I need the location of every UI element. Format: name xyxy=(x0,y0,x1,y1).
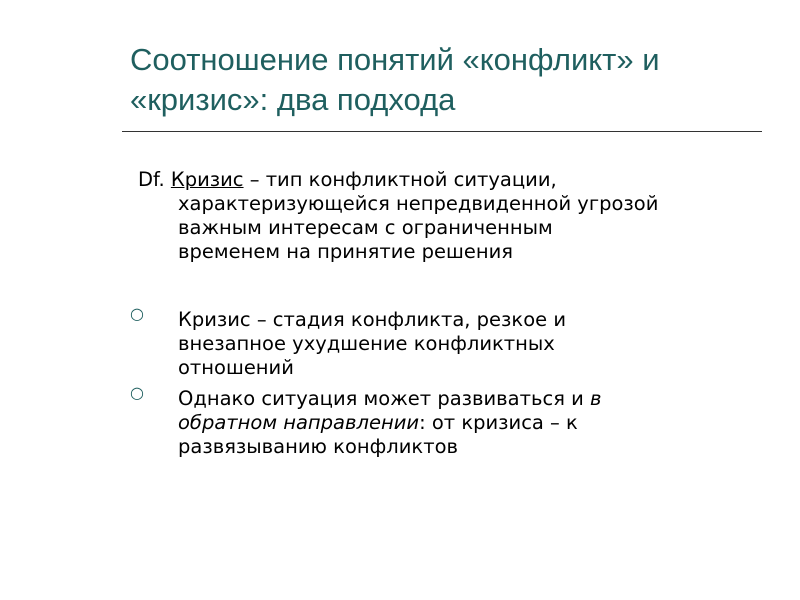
definition-term: Кризис xyxy=(170,168,244,191)
bullet-text-1 xyxy=(178,308,738,380)
slide-title xyxy=(130,40,770,120)
definition-line-3: важным интересам с ограниченным xyxy=(178,216,553,239)
definition-block xyxy=(138,168,768,264)
title-line-2: «кризис»: два подхода xyxy=(130,82,456,117)
bullet-2-line-2-plain: : от кризиса – к xyxy=(419,411,578,434)
definition-line-4: временем на принятие решения xyxy=(178,240,514,263)
definition-line-1 xyxy=(138,168,768,192)
bullet-1-line-2: внезапное ухудшение конфликтных xyxy=(178,332,555,355)
bullet-2-line-3: развязыванию конфликтов xyxy=(178,435,458,458)
bullet-circle-icon: ○ xyxy=(130,304,144,323)
definition-line-2: характеризующейся непредвиденной угрозой xyxy=(178,192,659,215)
bullet-text-2 xyxy=(178,387,738,459)
bullet-2-line-2 xyxy=(178,411,738,435)
bullet-2-line-1-plain: Однако ситуация может развиваться и xyxy=(178,387,590,410)
title-line-1: Соотношение понятий «конфликт» и xyxy=(130,42,660,77)
bullet-2-line-1-italic: в xyxy=(590,387,602,410)
bullet-1-line-3: отношений xyxy=(178,356,294,379)
bullet-2-line-1 xyxy=(178,387,738,411)
bullet-1-line-1: Кризис – стадия конфликта, резкое и xyxy=(178,308,566,331)
definition-prefix: Df. xyxy=(138,168,165,191)
title-divider xyxy=(122,131,762,132)
bullet-2-line-2-italic: обратном направлении xyxy=(178,411,420,434)
definition-line-1-rest: – тип конфликтной ситуации, xyxy=(243,168,557,191)
bullet-circle-icon: ○ xyxy=(130,383,144,402)
